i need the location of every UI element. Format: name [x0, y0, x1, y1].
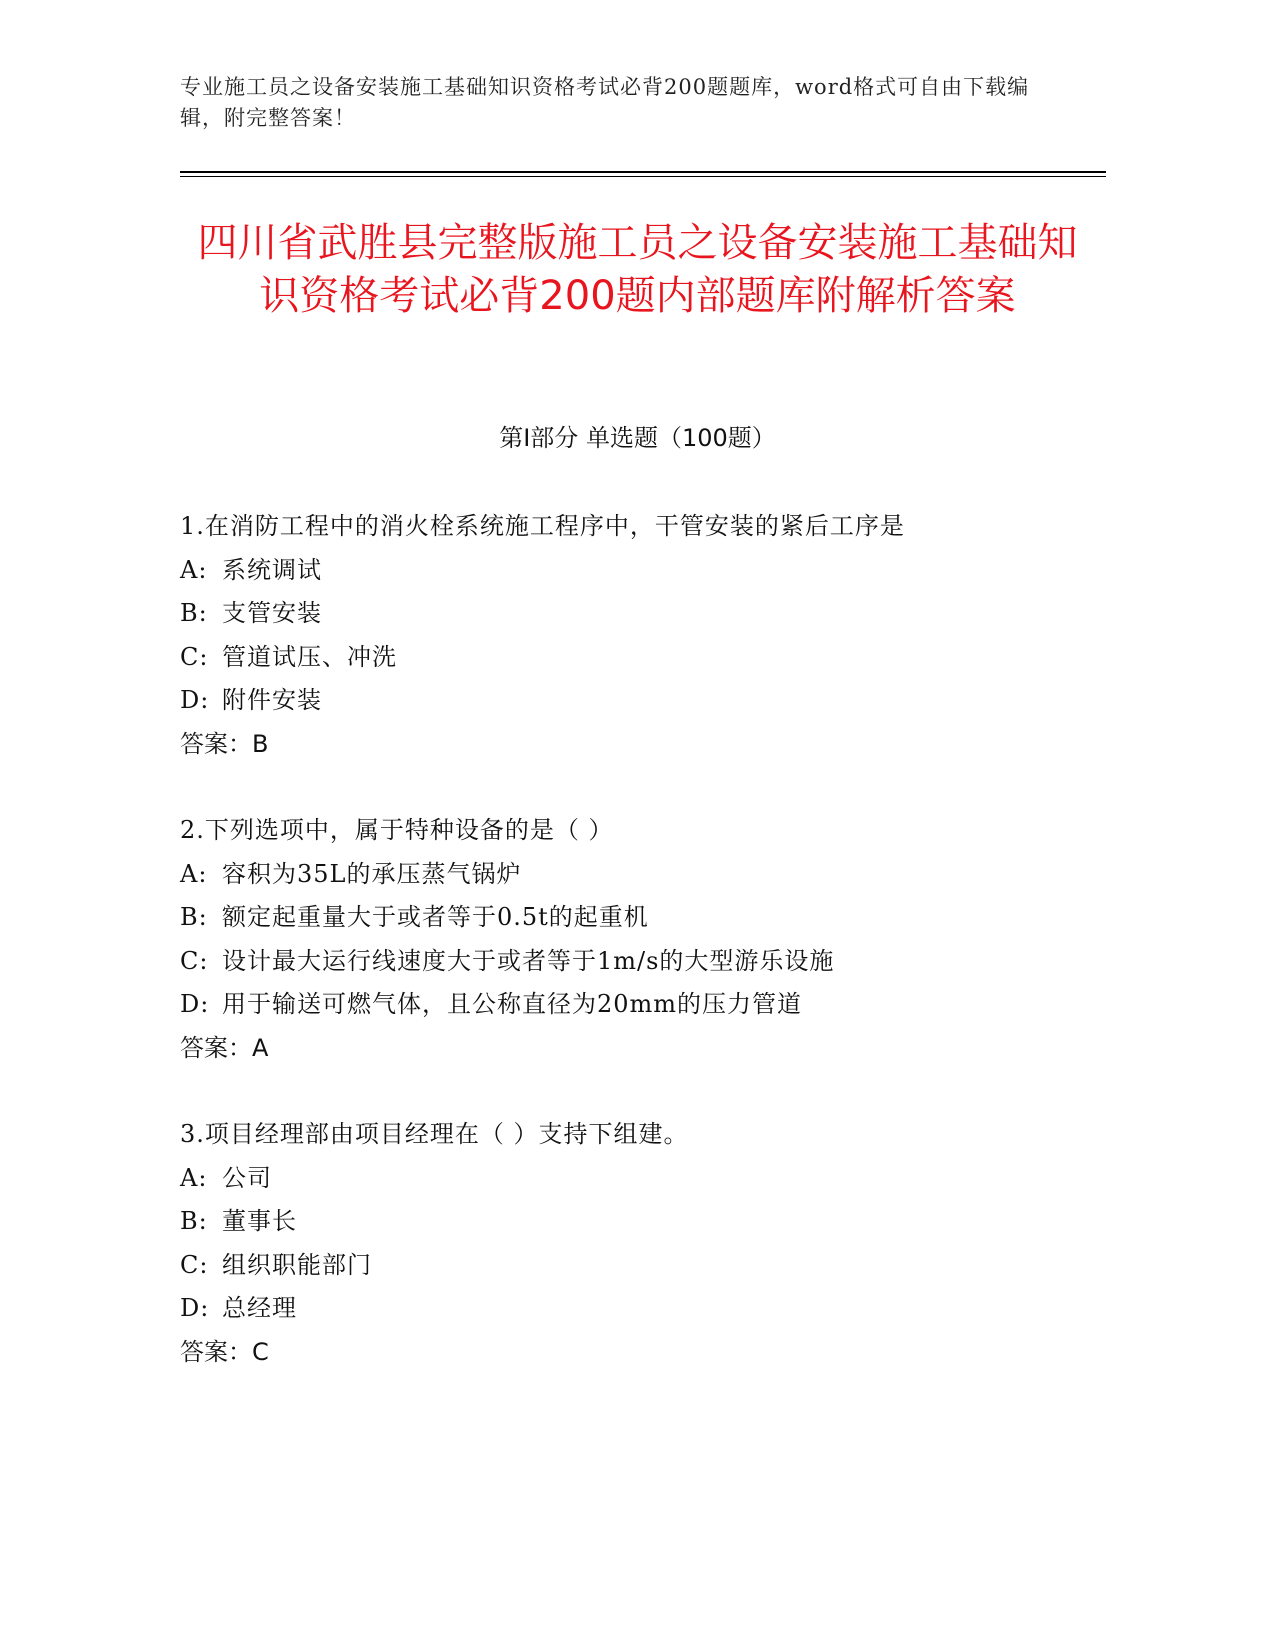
- option-letter: B:: [180, 903, 208, 931]
- question-list: [180, 505, 1110, 1417]
- option-d: [180, 679, 1110, 723]
- option-a: [180, 549, 1110, 593]
- option-text: 容积为35L的承压蒸气锅炉: [222, 859, 522, 888]
- option-letter: C:: [180, 946, 209, 975]
- section-title: 第I部分 单选题（100题）: [499, 424, 776, 452]
- option-text: 公司: [222, 1163, 272, 1192]
- option-letter: A:: [180, 1163, 208, 1192]
- option-letter: D:: [180, 1294, 210, 1322]
- option-letter: A:: [180, 555, 208, 584]
- question-stem: 1.在消防工程中的消火栓系统施工程序中，干管安装的紧后工序是: [180, 512, 905, 540]
- answer-label: 答案：: [180, 1033, 252, 1062]
- question-stem: 2.下列选项中，属于特种设备的是（ ）: [180, 816, 614, 844]
- header-note: 专业施工员之设备安装施工基础知识资格考试必背200题题库，word格式可自由下载编辑，附完整答案！: [180, 75, 1030, 130]
- option-b: [180, 592, 1110, 636]
- option-a: [180, 853, 1110, 897]
- option-c: [180, 636, 1110, 680]
- answer-value: C: [252, 1337, 269, 1366]
- option-text: 总经理: [222, 1294, 297, 1322]
- option-d: [180, 1287, 1110, 1331]
- option-text: 支管安装: [222, 599, 322, 627]
- option-letter: C:: [180, 1250, 209, 1279]
- option-letter: B:: [180, 599, 208, 627]
- option-b: [180, 1200, 1110, 1244]
- option-letter: A:: [180, 859, 208, 888]
- option-text: 设计最大运行线速度大于或者等于1m/s的大型游乐设施: [222, 946, 835, 975]
- question-1: [180, 505, 1110, 766]
- answer-label: 答案：: [180, 729, 252, 758]
- header-divider-thick: [180, 171, 1106, 173]
- option-text: 系统调试: [222, 555, 322, 584]
- option-text: 组织职能部门: [222, 1250, 372, 1279]
- option-text: 管道试压、冲洗: [222, 642, 397, 671]
- option-d: [180, 983, 1110, 1027]
- question-stem: 3.项目经理部由项目经理在（ ）支持下组建。: [180, 1120, 689, 1148]
- answer-line: [180, 723, 1110, 767]
- option-letter: D:: [180, 686, 210, 714]
- option-text: 附件安装: [222, 686, 322, 714]
- option-text: 董事长: [222, 1207, 297, 1235]
- option-b: [180, 896, 1110, 940]
- option-text: 额定起重量大于或者等于0.5t的起重机: [222, 903, 649, 931]
- option-letter: B:: [180, 1207, 208, 1235]
- option-c: [180, 1244, 1110, 1288]
- option-letter: D:: [180, 990, 210, 1018]
- answer-label: 答案：: [180, 1337, 252, 1366]
- option-text: 用于输送可燃气体，且公称直径为20mm的压力管道: [222, 990, 803, 1018]
- question-2: [180, 809, 1110, 1070]
- option-a: [180, 1157, 1110, 1201]
- header-divider-thin: [180, 176, 1106, 177]
- answer-value: B: [252, 729, 269, 758]
- answer-line: [180, 1331, 1110, 1375]
- answer-line: [180, 1027, 1110, 1071]
- document-title: 四川省武胜县完整版施工员之设备安装施工基础知识资格考试必背200题内部题库附解析答案: [197, 220, 1078, 319]
- question-3: [180, 1113, 1110, 1374]
- answer-value: A: [252, 1033, 269, 1062]
- option-letter: C:: [180, 642, 209, 671]
- option-c: [180, 940, 1110, 984]
